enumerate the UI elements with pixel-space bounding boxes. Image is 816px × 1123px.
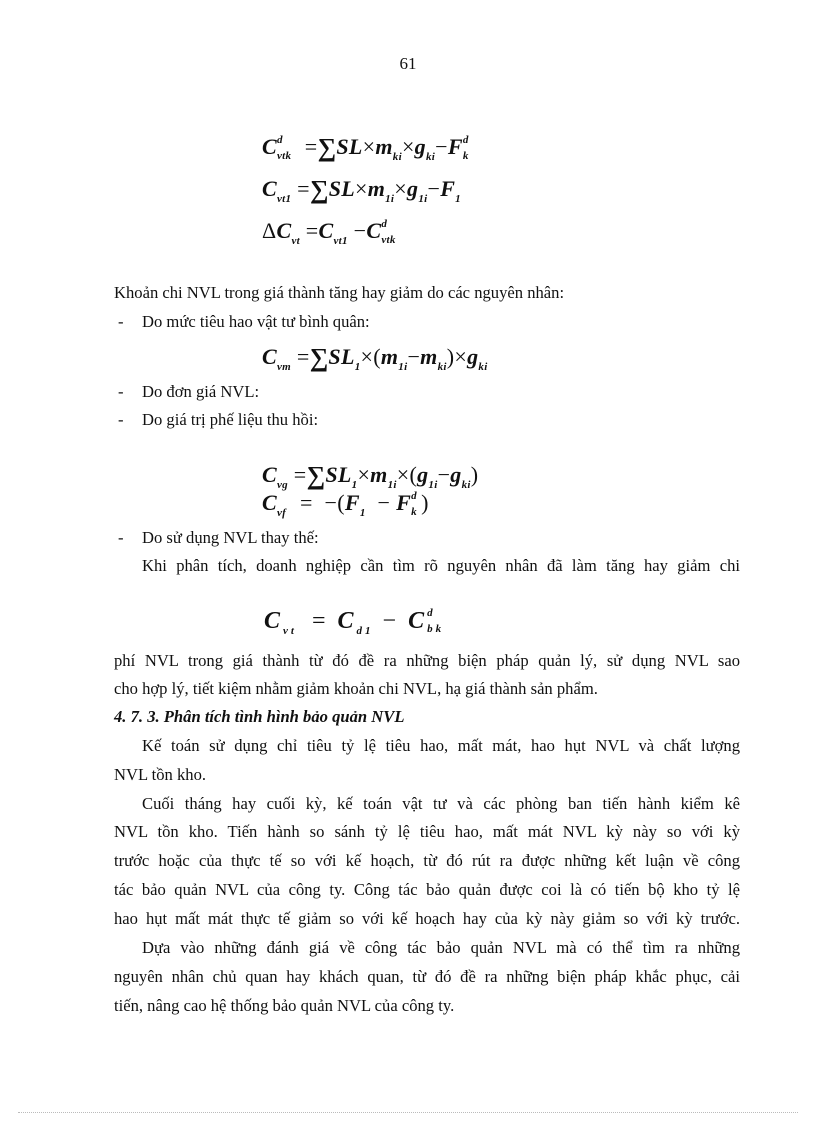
symbol: C — [264, 608, 284, 634]
subscript: bk — [427, 623, 445, 636]
operator: − — [324, 490, 338, 515]
superscript: d — [462, 133, 469, 146]
paren: ) — [421, 490, 429, 515]
symbol: C — [337, 608, 357, 634]
paren: ( — [337, 490, 345, 515]
symbol: C — [366, 218, 382, 243]
paragraph-line: trước hoặc của thực tế so với kế hoạch, từ đó rút ra được những kết luận về công — [114, 851, 740, 870]
subscript: d1 — [356, 625, 374, 637]
subscript: 1i — [418, 193, 428, 205]
sum-sign: ∑ — [309, 343, 329, 372]
paragraph-analysis-line: Khi phân tích, doanh nghiệp cần tìm rõ nguyên nhân đã làm tăng hay giảm chi — [142, 556, 740, 575]
paragraph-line: nguyên nhân chủ quan hay khách quan, từ đó đề ra những biện pháp khắc phục, cải — [114, 967, 740, 986]
subscript: 1i — [398, 361, 408, 373]
symbol: F — [440, 176, 456, 201]
operator: = — [296, 344, 310, 369]
symbol: F — [447, 134, 463, 159]
operator: = — [297, 176, 310, 201]
operator: − — [353, 218, 367, 243]
paren: ) — [446, 344, 455, 369]
symbol: C — [262, 176, 277, 201]
subscript: 1 — [359, 507, 366, 519]
operator: − — [437, 462, 451, 487]
operator: × — [357, 462, 371, 487]
subscript: vtk — [276, 149, 292, 162]
paragraph-line: NVL tồn kho. — [114, 765, 207, 784]
subscript: k — [462, 149, 469, 162]
sum-sign: ∑ — [309, 175, 329, 204]
subscript: vm — [276, 361, 292, 373]
symbol: g — [417, 462, 429, 487]
operator: − — [382, 608, 400, 634]
symbol: g — [407, 176, 419, 201]
bullet-item-substitute-material: Do sử dụng NVL thay thế: — [142, 528, 319, 547]
operator: = — [305, 218, 319, 243]
symbol: SL — [328, 344, 355, 369]
bullet-item-scrap-value: Do giá trị phế liệu thu hồi: — [142, 410, 319, 429]
intro-paragraph: Khoản chi NVL trong giá thành tăng hay giảm do các nguyên nhân: — [114, 283, 565, 302]
paren: ( — [409, 462, 418, 487]
paren: ( — [373, 344, 381, 369]
subscript: ki — [461, 479, 471, 491]
bullet-marker: - — [118, 382, 124, 401]
superscript: d — [411, 489, 417, 502]
subscript: 1 — [354, 361, 361, 373]
symbol: m — [367, 176, 386, 201]
delta-symbol: Δ — [262, 218, 277, 243]
symbol: m — [370, 462, 388, 487]
symbol: g — [450, 462, 462, 487]
symbol: SL — [328, 176, 355, 201]
subscript: vg — [276, 479, 288, 491]
symbol: m — [420, 344, 438, 369]
bullet-item-unit-price: Do đơn giá NVL: — [142, 382, 260, 401]
paragraph-analysis-line: cho hợp lý, tiết kiệm nhằm giảm khoản chi NVL, hạ giá thành sản phẩm. — [114, 679, 598, 698]
operator: × — [360, 344, 374, 369]
page-bottom-border — [18, 1112, 798, 1113]
operator: × — [454, 344, 468, 369]
operator: − — [435, 134, 448, 159]
subscript: ki — [478, 361, 488, 373]
operator: − — [427, 176, 441, 201]
subscript: ki — [425, 151, 436, 163]
paragraph-line: tiến, nâng cao hệ thống bảo quản NVL của công ty. — [114, 996, 455, 1015]
subscript: vt — [291, 235, 300, 247]
paragraph-line: hao hụt mất mát thực tế giảm so với kế hoạch hay của kỳ này giảm so với kỳ trước. — [114, 909, 740, 928]
bullet-item-consumption: Do mức tiêu hao vật tư bình quân: — [142, 312, 370, 331]
symbol: C — [262, 462, 277, 487]
formula-material-cost-actual — [262, 176, 461, 203]
operator: − — [377, 490, 391, 515]
page-number: 61 — [399, 54, 417, 73]
symbol: C — [318, 218, 334, 243]
bullet-marker: - — [118, 410, 124, 429]
symbol: C — [262, 490, 277, 515]
subscript: vt — [283, 625, 297, 637]
sum-sign: ∑ — [306, 461, 326, 490]
operator: = — [311, 608, 329, 634]
symbol: g — [467, 344, 479, 369]
subscript: vf — [276, 507, 287, 519]
symbol: m — [380, 344, 399, 369]
symbol: C — [262, 344, 277, 369]
formula-substitute-effect — [264, 607, 445, 637]
paragraph-line: NVL tồn kho. Tiến hành so sánh tỷ lệ tiêu hao, mất mát NVL kỳ này so với kỳ — [114, 822, 740, 841]
formula-price-effect — [262, 462, 478, 489]
operator: × — [396, 462, 410, 487]
paragraph-line: Cuối tháng hay cuối kỳ, kế toán vật tư và các phòng ban tiến hành kiểm kê — [142, 794, 740, 813]
symbol: F — [344, 490, 360, 515]
operator: = — [293, 462, 307, 487]
subscript: ki — [392, 151, 402, 163]
operator: × — [401, 134, 415, 159]
subscript: vtk — [381, 233, 396, 246]
paragraph-line: Dựa vào những đánh giá về công tác bảo quản NVL mà có thể tìm ra những — [142, 938, 740, 957]
paren: ) — [470, 462, 479, 487]
operator: = — [304, 134, 318, 159]
formula-material-cost-difference — [262, 217, 396, 247]
operator: − — [407, 344, 421, 369]
subscript: vt1 — [276, 193, 292, 205]
superscript: d — [381, 217, 388, 230]
superscript: d — [276, 133, 283, 146]
operator: × — [394, 176, 407, 201]
subscript: 1i — [385, 193, 395, 205]
operator: × — [354, 176, 368, 201]
symbol: m — [375, 134, 393, 159]
symbol: F — [396, 490, 412, 515]
symbol: C — [276, 218, 292, 243]
operator: = — [299, 490, 313, 515]
formula-scrap-effect — [262, 490, 429, 518]
formula-material-cost-plan — [262, 134, 473, 162]
subscript: k — [411, 505, 417, 518]
operator: × — [362, 134, 376, 159]
symbol: SL — [336, 134, 363, 159]
symbol: C — [262, 134, 277, 159]
bullet-marker: - — [118, 528, 124, 547]
bullet-marker: - — [118, 312, 124, 331]
symbol: SL — [325, 462, 352, 487]
subscript: 1i — [387, 479, 397, 491]
symbol: g — [414, 134, 426, 159]
paragraph-analysis-line: phí NVL trong giá thành từ đó đề ra những biện pháp quản lý, sử dụng NVL sao — [114, 651, 740, 670]
symbol: C — [408, 608, 428, 634]
paragraph-line: Kế toán sử dụng chỉ tiêu tỷ lệ tiêu hao, mất mát, hao hụt NVL và chất lượng — [142, 736, 740, 755]
subscript: 1 — [455, 193, 461, 205]
formula-consumption-effect — [262, 344, 488, 371]
paragraph-line: tác bảo quản NVL của công ty. Công tác bảo quản được coi là có tiến bộ kho tỷ lệ — [114, 880, 740, 899]
sum-sign: ∑ — [317, 133, 337, 162]
superscript: d — [427, 607, 436, 620]
subscript: 1 — [351, 479, 358, 491]
subscript: 1i — [428, 479, 438, 491]
subscript: ki — [437, 361, 447, 373]
section-heading: 4. 7. 3. Phân tích tình hình bảo quản NVL — [114, 707, 405, 726]
subscript: vt1 — [333, 235, 348, 247]
